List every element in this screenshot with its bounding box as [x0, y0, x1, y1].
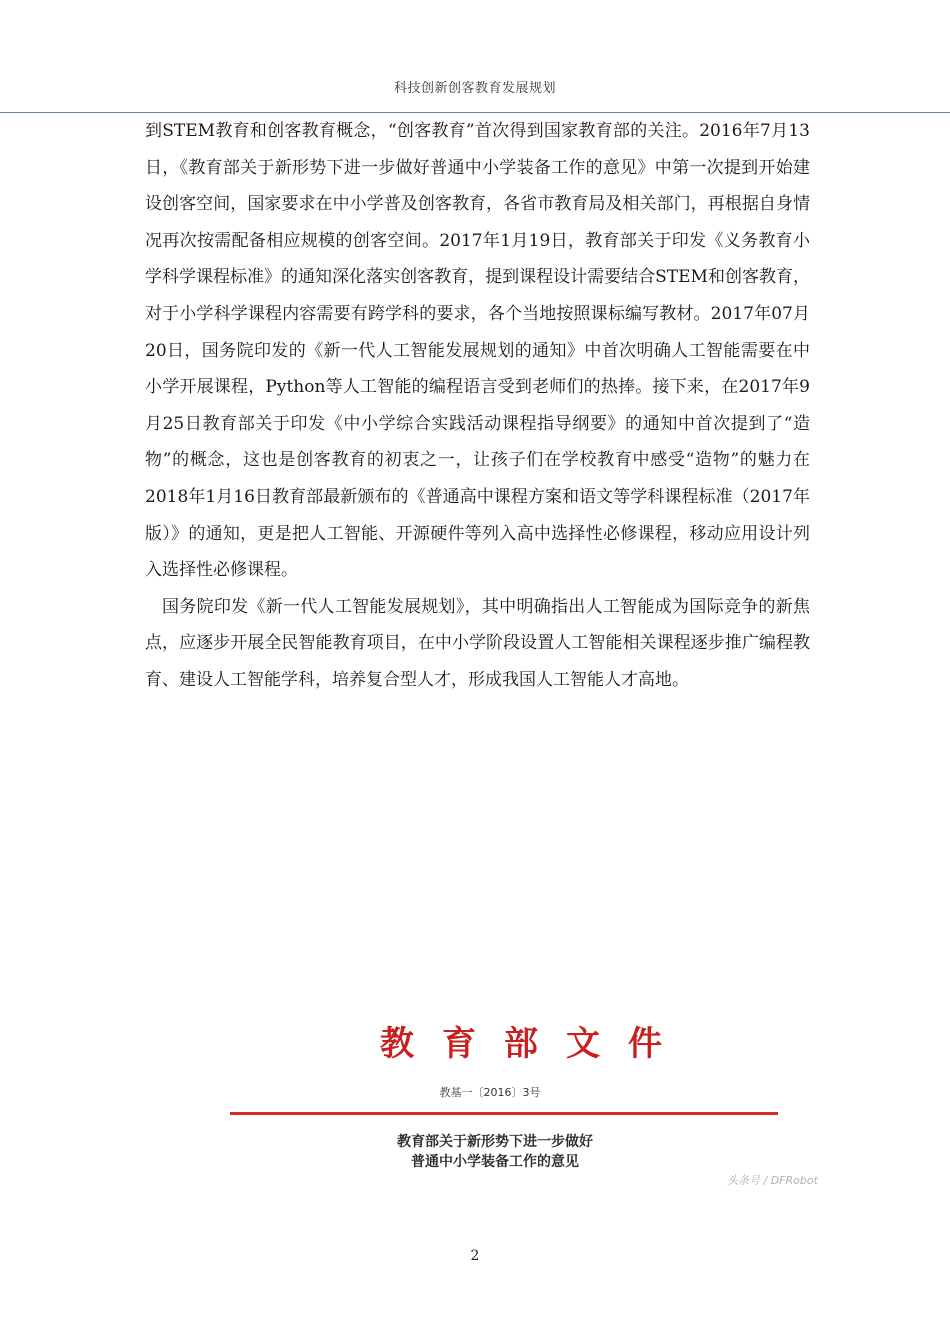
body-paragraph-2: 国务院印发《新一代人工智能发展规划》，其中明确指出人工智能成为国际竞争的新焦点，应逐步开展全民智能教育项目，在中小学阶段设置人工智能相关课程逐步推广编程教育、建设人工智能学科，培养复合型人才，形成我国人工智能人才高地。 [145, 596, 810, 690]
document-subtitle-line-1: 教育部关于新形势下进一步做好 [397, 1134, 593, 1150]
document-subtitle [215, 1132, 835, 1172]
page-header-title: 科技创新创客教育发展规划 [393, 81, 556, 96]
ministry-document-heading: 教育部文件 [380, 1024, 690, 1064]
document-number: 教基一〔2016〕3号 [439, 1086, 541, 1099]
watermark: 头条号 / DFRobot [727, 1174, 818, 1187]
red-divider-line [230, 1112, 778, 1115]
document-subtitle-line-2: 普通中小学装备工作的意见 [411, 1154, 579, 1170]
page-number: 2 [470, 1248, 480, 1264]
document-body [145, 113, 810, 699]
body-paragraph-1: 到STEM教育和创客教育概念，“创客教育”首次得到国家教育部的关注。2016年7月13日，《教育部关于新形势下进一步做好普通中小学装备工作的意见》中第一次提到开始建设创客空间，国家要求在中小学普及创客教育，各省市教育局及相关部门，再根据自身情况再次按需配备相应规模的创客空间。2017年1月19日，教育部关于印发《义务教育小学科学课程标准》的通知深化落实创客教育，提到课程设计需要结合STEM和创客教育，对于小学科学课程内容需要有跨学科的要求，各个当地按照课标编写教材。2017年07月20日，国务院印发的《新一代人工智能发展规划的通知》中首次明确人工智能需要在中小学开展课程，Python等人工智能的编程语言受到老师们的热捧。接下来，在2017年9月25日教育部关于印发《中小学综合实践活动课程指导纲要》的通知中首次提到了“造物”的概念，这也是创客教育的初衷之一，让孩子们在学校教育中感受“造物”的魅力在2018年1月16日教育部最新颁布的《普通高中课程方案和语文等学科课程标准（2017年版）》的通知，更是把人工智能、开源硬件等列入高中选择性必修课程，移动应用设计列入选择性必修课程。 [145, 121, 810, 581]
embedded-document-image [215, 1000, 835, 1205]
